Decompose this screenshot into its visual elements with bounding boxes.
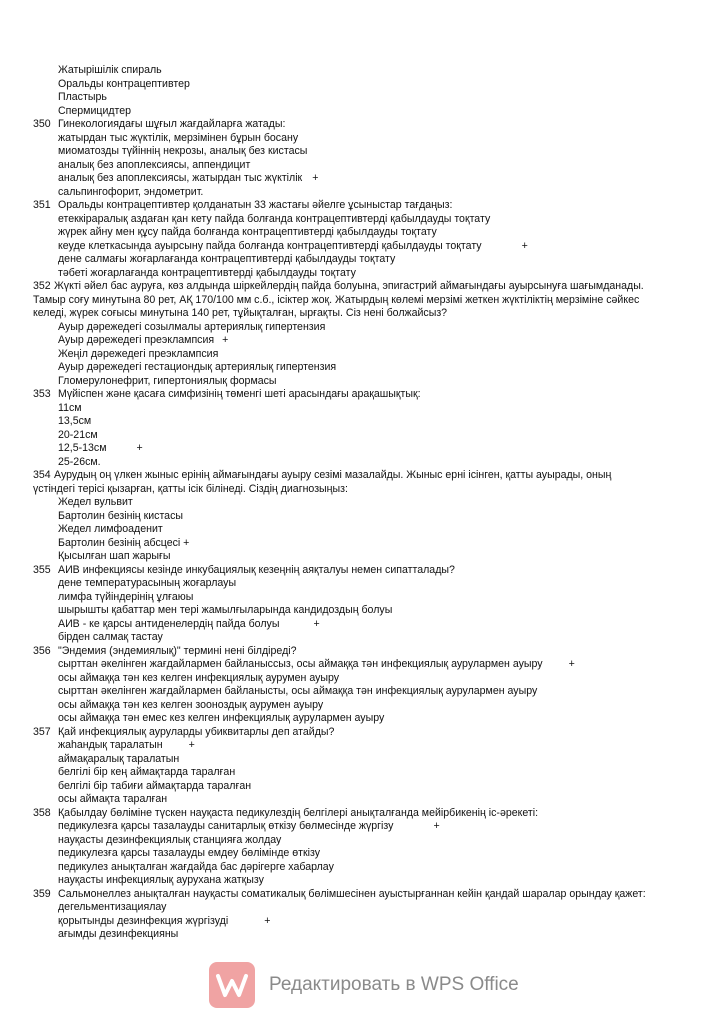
answer-option [0, 91, 724, 105]
wps-w-glyph [215, 970, 249, 1000]
question-line [0, 807, 724, 821]
line-text: АИВ - ке қарсы антиденелердің пайда болуы [58, 617, 280, 630]
line-text: белгілі бір табиғи аймақтарда таралған [58, 779, 252, 792]
line-text: сырттан әкелінген жағдайлармен байланысты, осы аймаққа тән инфекциялық аурулармен ауыру [58, 685, 538, 697]
correct-answer-mark: + [136, 442, 143, 454]
question-line [0, 118, 724, 132]
line-text: педикулез анықталған жағдайда бас дәрігерге хабарлау [58, 860, 334, 873]
answer-option [0, 861, 724, 875]
answer-option [0, 186, 724, 200]
answer-option [0, 766, 724, 780]
line-text: аналық без апоплексиясы, аппендицит [58, 158, 251, 171]
question-number: 357 [33, 725, 51, 738]
answer-option [0, 928, 724, 942]
answer-option [0, 591, 724, 605]
question-number: 353 [33, 388, 51, 400]
answer-option [0, 456, 724, 470]
line-text: 11см [58, 401, 82, 414]
answer-option [0, 658, 724, 672]
question-text: Мүйіспен және қасаға симфизінің төменгі шеті арасындағы арақашықтық: [58, 388, 421, 400]
line-text: Спермицидтер [58, 104, 132, 117]
answer-option [0, 253, 724, 267]
answer-option [0, 375, 724, 389]
answer-option [0, 523, 724, 537]
line-text: Тамыр соғу минутына 80 рет, АҚ 170/100 мм с.б., ісіктер жоқ. Жатырдың көлемі мерзімі жеткен жүктіліктің мерзіміне сәйкес [33, 293, 640, 306]
line-text: науқасты инфекциялық аурухана жатқызу [58, 874, 264, 886]
answer-option [0, 105, 724, 119]
line-text: 13,5см [58, 415, 92, 427]
line-text: бірден салмақ тастау [58, 631, 163, 643]
line-text: 20-21см [58, 428, 98, 441]
answer-option [0, 820, 724, 834]
correct-answer-mark: + [188, 739, 195, 751]
answer-option [0, 537, 724, 551]
line-text: дене температурасының жоғарлауы [58, 577, 237, 589]
question-number: 354 [33, 469, 51, 481]
question-number: 359 [33, 887, 51, 900]
question-text: Гинекологиядағы шұғыл жағдайларға жатады: [58, 118, 286, 130]
answer-option [0, 226, 724, 240]
line-text: осы аймаққа тән кез келген зооноздық аурумен ауыру [58, 698, 324, 711]
question-continuation [0, 483, 724, 497]
question-text: Қай инфекциялық ауруларды убиквитарлы деп атайды? [58, 725, 335, 738]
line-text: Ауыр дәрежедегі гестациондық артериялық гипертензия [58, 361, 337, 373]
answer-option [0, 442, 724, 456]
wps-edit-label[interactable]: Редактировать в WPS Office [269, 974, 519, 995]
answer-option [0, 240, 724, 254]
answer-option [0, 78, 724, 92]
line-text: аймақаралық таралатын [58, 752, 180, 765]
correct-answer-mark: + [264, 914, 271, 927]
answer-option [0, 685, 724, 699]
answer-option [0, 213, 724, 227]
answer-option [0, 604, 724, 618]
question-continuation [0, 307, 724, 321]
question-text: Сальмонеллез анықталған науқасты соматикалық бөлімшесінен ауыстырғаннан кейін қандай шаралар орындау қажет: [58, 887, 646, 900]
question-continuation [0, 294, 724, 308]
correct-answer-mark: + [568, 658, 575, 670]
line-text: тәбеті жоғарлағанда контрацептивтерді қабылдауды тоқтату [58, 266, 356, 279]
line-text: осы аймаққа тән емес кез келген инфекциялық аурулармен ауыру [58, 712, 385, 724]
line-text: жүрек айну мен құсу пайда болғанда контрацептивтерді қабылдауды тоқтату [58, 226, 437, 238]
question-number: 352 [33, 280, 51, 292]
answer-option [0, 64, 724, 78]
document-page [0, 64, 724, 942]
answer-option [0, 145, 724, 159]
correct-answer-mark: + [313, 617, 320, 630]
line-text: 25-26см. [58, 455, 101, 468]
answer-option [0, 847, 724, 861]
question-number: 355 [33, 563, 51, 576]
question-text: Аурудың оң үлкен жыныс ерінің аймағындағы ауыру сезімі мазалайды. Жыныс ерні ісінген, қатты ауырады, оның [54, 469, 612, 481]
line-text: сальпингофорит, эндометрит. [58, 185, 204, 198]
answer-option [0, 361, 724, 375]
answer-option [0, 699, 724, 713]
question-line [0, 888, 724, 902]
line-text: Оральды контрацептивтер [58, 77, 190, 90]
answer-option [0, 780, 724, 794]
answer-option [0, 132, 724, 146]
question-number: 356 [33, 644, 51, 657]
line-text: миоматозды түйіннің некрозы, аналық без кистасы [58, 145, 308, 157]
question-number: 350 [33, 118, 51, 130]
question-text: Қабылдау бөліміне түскен науқаста педикулездің белгілері анықталғанда мейірбикенің іс-әрекеті: [58, 806, 539, 819]
question-text: АИВ инфекциясы кезінде инкубациялық кезеңнің аяқталуы немен сипатталады? [58, 563, 455, 576]
answer-option [0, 915, 724, 929]
answer-option [0, 510, 724, 524]
answer-option [0, 496, 724, 510]
answer-option [0, 172, 724, 186]
line-text: Ауыр дәрежедегі созылмалы артериялық гипертензия [58, 320, 326, 333]
line-text: педикулезға қарсы тазалауды емдеу бөлімінде өткізу [58, 847, 321, 859]
line-text: Жатырішілік спираль [58, 64, 162, 76]
line-text: кеуде клеткасында ауырсыну пайда болғанда контрацептивтерді қабылдауды тоқтату [58, 239, 482, 252]
line-text: дегельментизациялау [58, 901, 167, 913]
line-text: жатырдан тыс жүктілік, мерзімінен бұрын босану [58, 131, 299, 144]
line-text: науқасты дезинфекциялық станцияға жолдау [58, 833, 282, 846]
line-text: Бартолин безінің кистасы [58, 509, 183, 522]
answer-option [0, 402, 724, 416]
question-number: 358 [33, 806, 51, 819]
line-text: педикулезға қарсы тазалауды санитарлық өткізу бөлмесінде жүргізу [58, 820, 394, 832]
line-text: аналық без апоплексиясы, жатырдан тыс жүктілік [58, 172, 303, 184]
line-text: Қысылған шап жарығы [58, 550, 171, 562]
correct-answer-mark: + [222, 334, 229, 346]
answer-option [0, 348, 724, 362]
question-text: "Эндемия (эндемиялық)" термині нені білдіреді? [58, 644, 297, 657]
question-line [0, 280, 724, 294]
answer-option [0, 631, 724, 645]
line-text: үстіндегі терісі қызарған, қатты ісік білінеді. Сіздің диагнозыңыз: [33, 482, 348, 495]
line-text: сырттан әкелінген жағдайлармен байланыссыз, осы аймаққа тән инфекциялық аурулармен ауыру [58, 658, 543, 670]
answer-option [0, 334, 724, 348]
line-text: Жеңіл дәрежедегі преэклампсия [58, 347, 219, 360]
line-text: Бартолин безінің абсцесі + [58, 536, 190, 549]
answer-option [0, 901, 724, 915]
line-text: қорытынды дезинфекция жүргізуді [58, 914, 229, 927]
answer-option [0, 712, 724, 726]
question-text: Жүкті әйел бас ауруға, көз алдында шіркейлердің пайда болуына, эпигастрий аймағындағы ауырсынуға шағымданады. [54, 280, 644, 292]
line-text: осы аймаққа тән кез келген инфекциялық аурумен ауыру [58, 671, 340, 684]
question-line [0, 388, 724, 402]
line-text: 12,5-13см [58, 442, 107, 454]
line-text: осы аймақта таралған [58, 793, 168, 805]
line-text: Жедел лимфоаденит [58, 523, 163, 535]
answer-option [0, 793, 724, 807]
correct-answer-mark: + [312, 172, 319, 184]
wps-edit-button[interactable] [209, 962, 539, 1008]
answer-option [0, 753, 724, 767]
question-line [0, 726, 724, 740]
line-text: дене салмағы жоғарлағанда контрацептивтерді қабылдауды тоқтату [58, 253, 396, 265]
question-number: 351 [33, 199, 51, 211]
answer-option [0, 874, 724, 888]
line-text: ағымды дезинфекцияны [58, 928, 179, 940]
line-text: белгілі бір кең аймақтарда таралған [58, 766, 236, 778]
line-text: лимфа түйіндерінің ұлғаюы [58, 590, 194, 603]
answer-option [0, 429, 724, 443]
answer-option [0, 739, 724, 753]
answer-option [0, 550, 724, 564]
line-text: шырышты қабаттар мен тері жамылғыларында кандидоздың болуы [58, 604, 393, 616]
answer-option [0, 267, 724, 281]
line-text: келеді, жүрек соғысы минутына 140 рет, тұйықталған, ырғақты. Сіз нені болжайсыз? [33, 307, 448, 319]
line-text: Пластырь [58, 91, 107, 103]
wps-logo-icon [209, 962, 255, 1008]
answer-option [0, 577, 724, 591]
question-line [0, 469, 724, 483]
question-line [0, 645, 724, 659]
answer-option [0, 321, 724, 335]
correct-answer-mark: + [433, 820, 440, 832]
line-text: Жедел вульвит [58, 496, 133, 508]
answer-option [0, 834, 724, 848]
question-line [0, 199, 724, 213]
answer-option [0, 618, 724, 632]
question-text: Оральды контрацептивтер қолданатын 33 жастағы әйелге ұсыныстар тағдаңыз: [58, 199, 453, 211]
answer-option [0, 415, 724, 429]
line-text: жаһандық таралатын [58, 739, 163, 751]
question-line [0, 564, 724, 578]
answer-option [0, 159, 724, 173]
correct-answer-mark: + [521, 239, 528, 252]
line-text: етеккіраралық аздаған қан кету пайда болғанда контрацептивтерді қабылдауды тоқтату [58, 212, 491, 225]
answer-option [0, 672, 724, 686]
line-text: Ауыр дәрежедегі преэклампсия [58, 334, 215, 346]
line-text: Гломерулонефрит, гипертониялық формасы [58, 374, 277, 387]
